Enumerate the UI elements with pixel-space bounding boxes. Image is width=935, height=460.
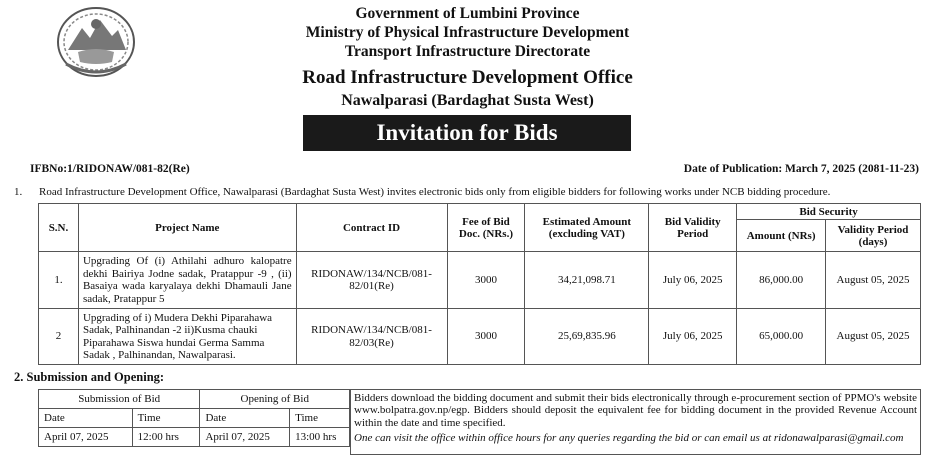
- note-download: Bidders download the bidding document and submit their bids electronically through e-procurement section of PPMO's website www.bolpatra.gov.np/egp. Bidders should deposit the equivalent fee for bidding document in the provided Revenue Account within the date and time specified.: [354, 392, 917, 429]
- col-header-security: Bid Security: [737, 204, 921, 220]
- header-office: Road Infrastructure Development Office: [302, 67, 633, 88]
- publication-date: Date of Publication: March 7, 2025 (2081-11-23): [683, 163, 919, 175]
- cell-security-validity: August 05, 2025: [826, 252, 921, 309]
- bid-table: [38, 203, 921, 365]
- opening-date: April 07, 2025: [200, 428, 290, 447]
- cell-validity: July 06, 2025: [649, 252, 737, 309]
- intro-text: Road Infrastructure Development Office, Nawalparasi (Bardaghat Susta West) invites electronic bids only from eligible bidders for following works under NCB bidding procedure.: [39, 186, 831, 198]
- table-row: [39, 252, 921, 309]
- cell-sn: 1.: [39, 252, 79, 309]
- cell-contract: RIDONAW/134/NCB/081-82/03(Re): [296, 309, 447, 365]
- opening-header: Opening of Bid: [200, 390, 350, 409]
- ifb-number: IFBNo:1/RIDONAW/081-82(Re): [30, 163, 190, 175]
- col-header-contract: Contract ID: [296, 204, 447, 252]
- table-row: [39, 309, 921, 365]
- col-header-estimate: Estimated Amount (excluding VAT): [525, 204, 649, 252]
- title-banner: Invitation for Bids: [303, 115, 631, 151]
- note-contact: One can visit the office within office hours for any queries regarding the bid or can email us at ridonawalparasi@gmail.com: [354, 431, 904, 444]
- submission-time-label: Time: [132, 409, 200, 428]
- col-header-security-amount: Amount (NRs): [737, 220, 826, 252]
- header-directorate: Transport Infrastructure Directorate: [344, 43, 591, 60]
- opening-date-label: Date: [200, 409, 290, 428]
- cell-fee: 3000: [447, 309, 525, 365]
- cell-contract: RIDONAW/134/NCB/081-82/01(Re): [296, 252, 447, 309]
- section-2-title: 2. Submission and Opening:: [14, 370, 165, 384]
- intro-number: 1.: [14, 186, 23, 198]
- header-government: Government of Lumbini Province: [355, 5, 580, 22]
- opening-time-label: Time: [290, 409, 350, 428]
- col-header-project: Project Name: [78, 204, 296, 252]
- cell-security-amount: 65,000.00: [737, 309, 826, 365]
- cell-security-amount: 86,000.00: [737, 252, 826, 309]
- submission-time: 12:00 hrs: [132, 428, 200, 447]
- submission-date: April 07, 2025: [39, 428, 133, 447]
- cell-sn: 2: [39, 309, 79, 365]
- col-header-validity: Bid Validity Period: [649, 204, 737, 252]
- cell-estimate: 25,69,835.96: [525, 309, 649, 365]
- submission-header: Submission of Bid: [39, 390, 200, 409]
- opening-time: 13:00 hrs: [290, 428, 350, 447]
- cell-security-validity: August 05, 2025: [826, 309, 921, 365]
- header-ministry: Ministry of Physical Infrastructure Development: [305, 24, 630, 41]
- col-header-security-validity: Validity Period (days): [826, 220, 921, 252]
- header-location: Nawalparasi (Bardaghat Susta West): [341, 92, 594, 109]
- col-header-sn: S.N.: [39, 204, 79, 252]
- cell-validity: July 06, 2025: [649, 309, 737, 365]
- schedule-table: [38, 389, 350, 447]
- submission-date-label: Date: [39, 409, 133, 428]
- cell-project: Upgrading of i) Mudera Dekhi Piparahawa Sadak, Palhinandan -2 ii)Kusma chauki Piparahawa Siswa hundai Germa Samma Sadak , Palhinandan, Nawalparasi.: [78, 309, 296, 365]
- cell-estimate: 34,21,098.71: [525, 252, 649, 309]
- cell-fee: 3000: [447, 252, 525, 309]
- col-header-fee: Fee of Bid Doc. (NRs.): [447, 204, 525, 252]
- submission-notes: [350, 389, 921, 455]
- cell-project: Upgrading Of (i) Athilahi adhuro kalopatre dekhi Bairiya Jodne sadak, Pratappur -9 , (ii) Basaiya wada karyalaya dekhi Dhamauli Jane sadak, Pratappur 5: [78, 252, 296, 309]
